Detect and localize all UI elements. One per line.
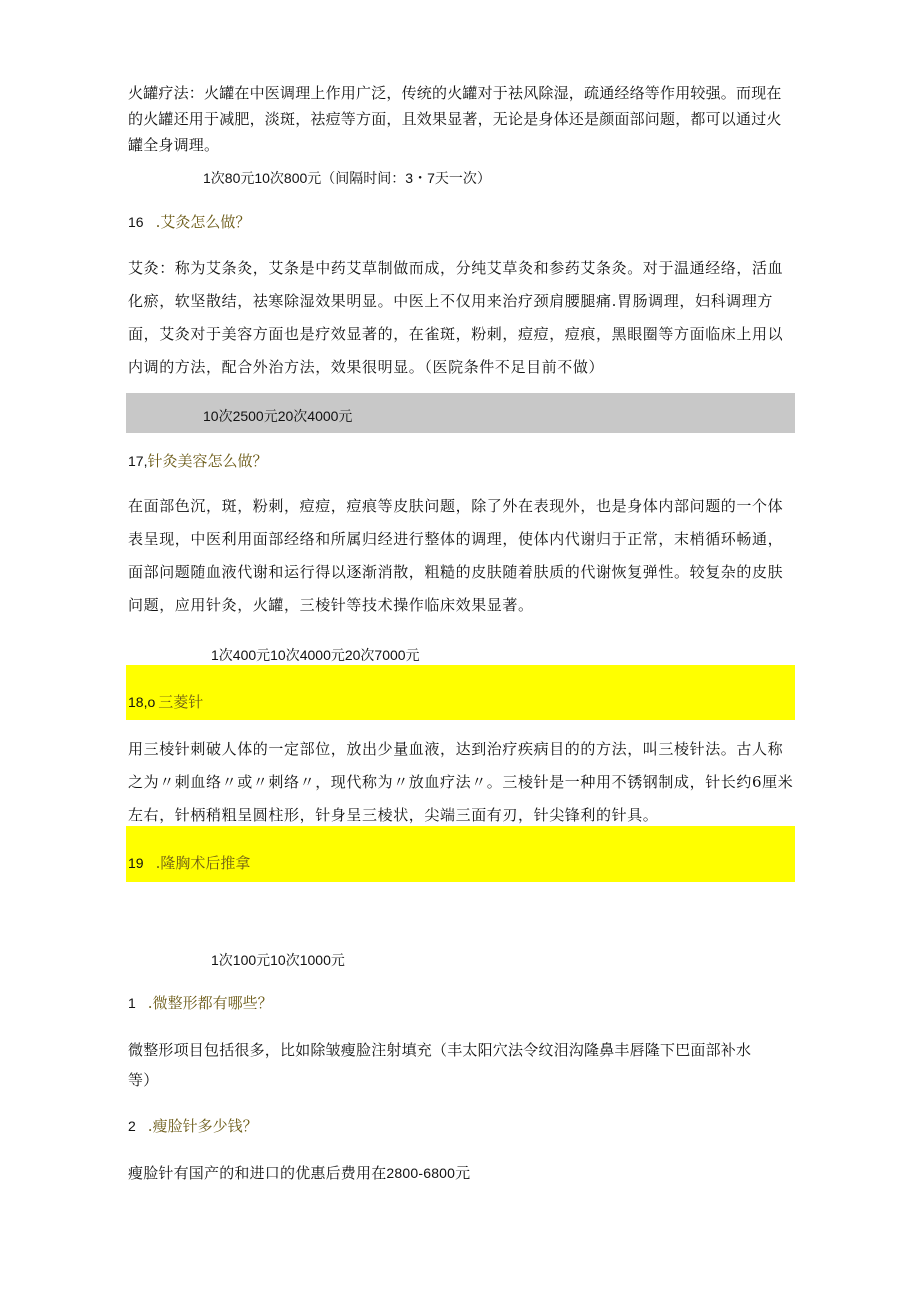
moxibustion-paragraph: 艾灸：称为艾条灸，艾条是中药艾草制做而成，分纯艾草灸和参药艾条灸。对于温通经络，活血化瘀，软坚散结，祛寒除湿效果明显。中医上不仅用来治疗颈肩腰腿痛.胃肠调理，妇科调理方面，艾灸对于美容方面也是疗效显著的，在雀斑，粉刺，痘痘，痘痕，黑眼圈等方面临床上用以内调的方法，配合外治方法，效果很明显。（医院条件不足目前不做） [128,259,784,376]
post-augmentation-price: 1次100元10次1000元 [211,952,345,968]
micro-plastic-paragraph: 微整形项目包括很多，比如除皱瘦脸注射填充（丰太阳穴法令纹泪沟隆鼻丰唇隆下巴面部补水等） [128,1041,752,1089]
face-slim-title: .瘦脸针多少钱？ [147,1117,258,1135]
micro-plastic-heading [128,992,273,1014]
moxibustion-title: .艾灸怎么做？ [155,213,251,231]
face-slim-heading [128,1115,258,1137]
post-augmentation-number: 19 [128,855,144,871]
micro-plastic-title: .微整形都有哪些？ [147,994,273,1012]
moxibustion-heading [128,211,250,233]
acupuncture-number: 17, [128,453,148,469]
three-edged-needle-title: 三菱针 [158,693,204,711]
acupuncture-heading [128,450,267,472]
post-augmentation-heading [128,852,250,874]
acupuncture-paragraph: 在面部色沉，斑，粉刺，痘痘，痘痕等皮肤问题，除了外在表现外，也是身体内部问题的一个体表呈现，中医利用面部经络和所属归经进行整体的调理，使体内代谢归于正常，末梢循环畅通，面部问题随血液代谢和运行得以逐渐消散，粗糙的皮肤随着肤质的代谢恢复弹性。较复杂的皮肤问题，应用针灸，火罐，三棱针等技术操作临床效果显著。 [128,497,784,614]
micro-plastic-number: 1 [128,995,136,1011]
cupping-paragraph: 火罐疗法：火罐在中医调理上作用广泛，传统的火罐对于祛风除湿，疏通经络等作用较强。而现在的火罐还用于减肥，淡斑，祛痘等方面，且效果显著，无论是身体还是颜面部问题，都可以通过火罐全身调理。 [128,84,782,154]
highlight-band-yellow-18 [126,665,795,720]
face-slim-number: 2 [128,1118,136,1134]
face-slim-text-prefix: 瘦脸针有国产的和进口的优惠后费用在 [128,1164,387,1182]
moxibustion-number: 16 [128,214,144,230]
three-edged-needle-paragraph: 用三棱针刺破人体的一定部位，放出少量血液，达到治疗疾病目的的方法，叫三棱针法。古人称之为〃刺血络〃或〃刺络〃，现代称为〃放血疗法〃。三棱针是一种用不锈钢制成，针长约6厘米左右，针柄稍粗呈圆柱形，针身呈三棱状，尖端三面有刃，针尖锋利的针具。 [128,740,794,824]
face-slim-text-suffix: 元 [455,1164,471,1182]
face-slim-paragraph [128,1160,794,1186]
three-edged-needle-heading [128,691,203,713]
three-edged-needle-number: 18,o [128,694,156,710]
cupping-price: 1次80元10次800元（间隔时间：3・7天一次） [203,170,491,186]
post-augmentation-title: .隆胸术后推拿 [155,854,251,872]
acupuncture-title: 针灸美容怎么做？ [147,452,268,470]
moxibustion-price: 10次2500元20次4000元 [203,408,353,424]
face-slim-price-range: 2800-6800 [386,1165,456,1181]
acupuncture-price: 1次400元10次4000元20次7000元 [211,647,420,663]
